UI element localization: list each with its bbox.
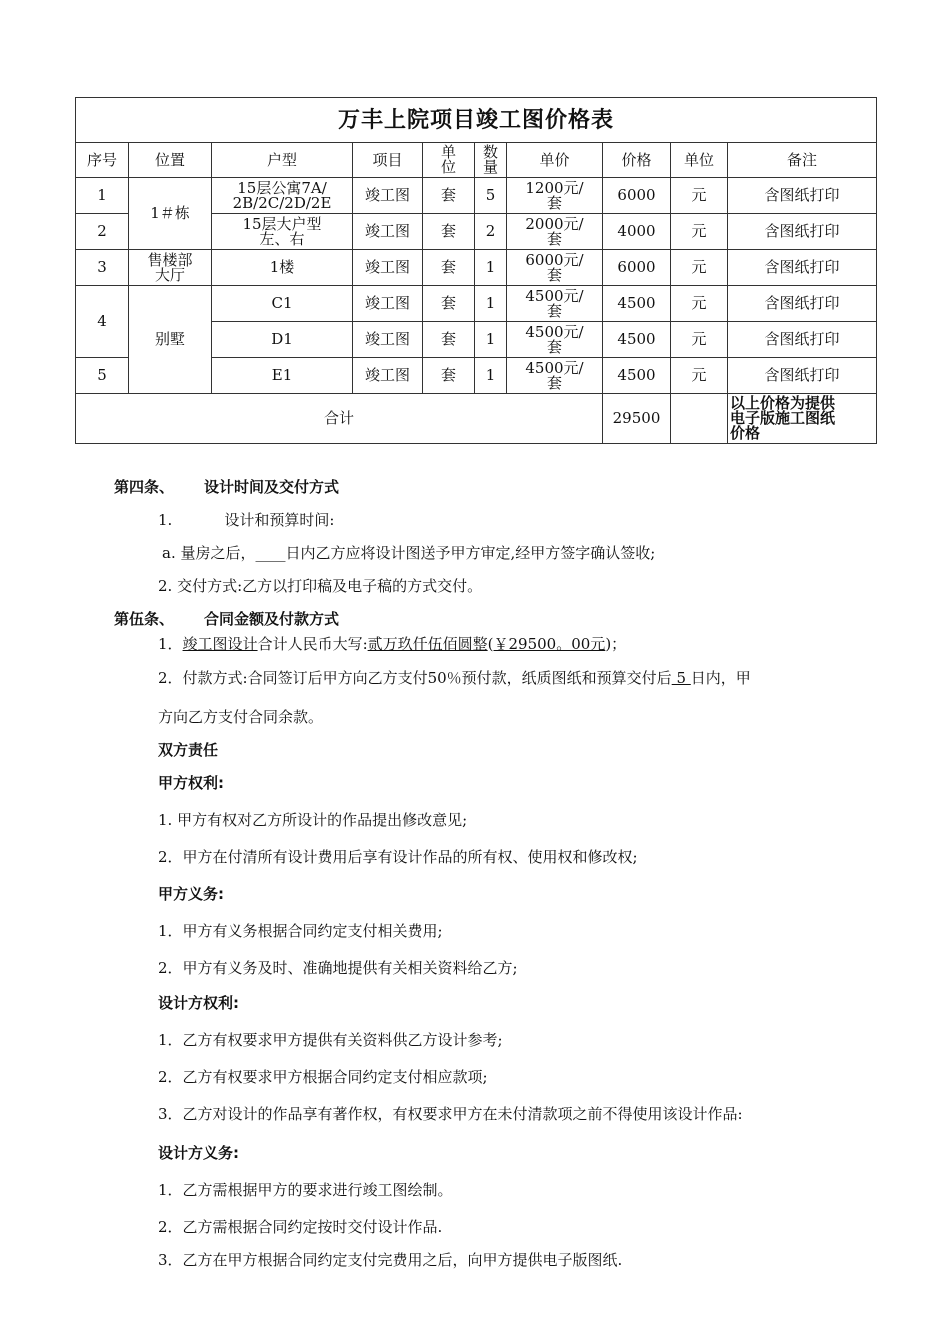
list-item: 1．甲方有义务根据合同约定支付相关费用; (158, 922, 443, 940)
cell-unit-type: D1 (212, 322, 353, 358)
cell-item: 竣工图 (353, 322, 423, 358)
cell-unit-type: C1 (212, 286, 353, 322)
total-unit-empty (671, 394, 728, 444)
cell-note: 含图纸打印 (728, 214, 877, 250)
cell-item: 竣工图 (353, 286, 423, 322)
cell-price: 4000 (603, 214, 671, 250)
cell-qty: 1 (475, 358, 507, 394)
cell-unit2: 元 (671, 322, 728, 358)
header-unit-type: 户型 (212, 143, 353, 178)
cell-item: 竣工图 (353, 178, 423, 214)
price-table (75, 97, 877, 444)
list-item: 3．乙方对设计的作品享有著作权，有权要求甲方在未付清款项之前不得使用该设计作品: (158, 1105, 743, 1123)
article4-item2: 2. 交付方式:乙方以打印稿及电子稿的方式交付。 (158, 577, 483, 595)
cell-price: 4500 (603, 322, 671, 358)
cell-note: 含图纸打印 (728, 178, 877, 214)
header-unit-price: 单价 (507, 143, 603, 178)
list-item: 2．乙方需根据合同约定按时交付设计作品. (158, 1218, 443, 1236)
cell-unit: 套 (423, 214, 475, 250)
cell-unit2: 元 (671, 214, 728, 250)
header-unit: 单 位 (423, 143, 475, 178)
cell-unit-type: E1 (212, 358, 353, 394)
list-item: 2．乙方有权要求甲方根据合同约定支付相应款项; (158, 1068, 488, 1086)
header-seq: 序号 (76, 143, 129, 178)
cell-unit2: 元 (671, 286, 728, 322)
total-price: 29500 (603, 394, 671, 444)
cell-note: 含图纸打印 (728, 250, 877, 286)
list-item: 1. 甲方有权对乙方所设计的作品提出修改意见; (158, 811, 468, 829)
cell-location: 别墅 (129, 286, 212, 394)
cell-unit-price: 2000元/ 套 (507, 214, 603, 250)
cell-unit-type: 1楼 (212, 250, 353, 286)
article4-item1 (158, 509, 334, 530)
designer-rights-title: 设计方权利: (158, 994, 239, 1012)
list-item: 1．乙方有权要求甲方提供有关资料供乙方设计参考; (158, 1031, 503, 1049)
article5-heading (114, 608, 339, 629)
cell-price: 4500 (603, 286, 671, 322)
cell-unit-type: 15层大户型 左、右 (212, 214, 353, 250)
cell-qty: 1 (475, 286, 507, 322)
cell-qty: 1 (475, 250, 507, 286)
item-number: 1. (158, 511, 173, 529)
cell-unit: 套 (423, 358, 475, 394)
cell-seq: 2 (76, 214, 129, 250)
header-item: 项目 (353, 143, 423, 178)
table-row (76, 178, 877, 214)
cell-seq: 3 (76, 250, 129, 286)
cell-unit-price: 1200元/ 套 (507, 178, 603, 214)
cell-price: 6000 (603, 250, 671, 286)
list-item: 1．乙方需根据甲方的要求进行竣工图绘制。 (158, 1181, 453, 1199)
list-item: 3．乙方在甲方根据合同约定支付完费用之后，向甲方提供电子版图纸. (158, 1251, 623, 1269)
cell-unit: 套 (423, 322, 475, 358)
table-title: 万丰上院项目竣工图价格表 (76, 98, 877, 143)
cell-note: 含图纸打印 (728, 358, 877, 394)
table-row (76, 286, 877, 322)
table-header-row (76, 143, 877, 178)
cell-unit2: 元 (671, 178, 728, 214)
cell-seq: 5 (76, 358, 129, 394)
table-total-row (76, 394, 877, 444)
header-price: 价格 (603, 143, 671, 178)
article5-p2-cont: 方向乙方支付合同余款。 (158, 708, 324, 726)
cell-unit: 套 (423, 286, 475, 322)
article4-number: 第四条、 (114, 478, 175, 496)
cell-note: 含图纸打印 (728, 322, 877, 358)
designer-duties-title: 设计方义务: (158, 1144, 239, 1162)
party-a-rights-title: 甲方权利: (158, 774, 224, 792)
total-note: 以上价格为提供 电子版施工图纸 价格 (728, 394, 877, 444)
party-a-duties-title: 甲方义务: (158, 885, 224, 903)
article5-p2: 2．付款方式:合同签订后甲方向乙方支付50％预付款，纸质图纸和预算交付后 5 日内，甲 (158, 669, 751, 687)
cell-unit2: 元 (671, 358, 728, 394)
cell-price: 4500 (603, 358, 671, 394)
total-label: 合计 (76, 394, 603, 444)
cell-unit: 套 (423, 250, 475, 286)
article4-heading (114, 476, 339, 497)
article5-number: 第伍条、 (114, 610, 175, 628)
cell-unit2: 元 (671, 250, 728, 286)
table-row (76, 250, 877, 286)
cell-unit-price: 4500元/ 套 (507, 322, 603, 358)
cell-seq: 4 (76, 286, 129, 358)
list-item: 2．甲方有义务及时、准确地提供有关相关资料给乙方; (158, 959, 518, 977)
cell-qty: 1 (475, 322, 507, 358)
header-unit2: 单位 (671, 143, 728, 178)
cell-location: 1＃栋 (129, 178, 212, 250)
cell-seq: 1 (76, 178, 129, 214)
underlined-field: 5 (671, 669, 691, 687)
cell-unit-price: 6000元/ 套 (507, 250, 603, 286)
header-note: 备注 (728, 143, 877, 178)
cell-unit-price: 4500元/ 套 (507, 358, 603, 394)
cell-unit: 套 (423, 178, 475, 214)
cell-qty: 5 (475, 178, 507, 214)
underlined-field: ￥29500。00元 (493, 635, 606, 653)
article5-title: 合同金额及付款方式 (204, 610, 340, 628)
underlined-field: 竣工图设计 (182, 635, 258, 653)
duties-title: 双方责任 (158, 741, 219, 759)
cell-qty: 2 (475, 214, 507, 250)
cell-location: 售楼部 大厅 (129, 250, 212, 286)
header-location: 位置 (129, 143, 212, 178)
cell-unit-price: 4500元/ 套 (507, 286, 603, 322)
cell-item: 竣工图 (353, 358, 423, 394)
list-item: 2．甲方在付清所有设计费用后享有设计作品的所有权、使用权和修改权; (158, 848, 638, 866)
cell-item: 竣工图 (353, 214, 423, 250)
cell-item: 竣工图 (353, 250, 423, 286)
cell-price: 6000 (603, 178, 671, 214)
cell-unit-type: 15层公寓7A/ 2B/2C/2D/2E (212, 178, 353, 214)
article5-p1: 1．竣工图设计合计人民币大写:贰万玖仟伍佰圆整(￥29500。00元)； (158, 635, 627, 653)
item-text: 设计和预算时间: (224, 511, 335, 529)
cell-note: 含图纸打印 (728, 286, 877, 322)
article4-item-a: a. 量房之后，____日内乙方应将设计图送予甲方审定,经甲方签字确认签收; (162, 544, 656, 562)
header-qty: 数 量 (475, 143, 507, 178)
underlined-field: 贰万玖仟伍佰圆整 (367, 635, 488, 653)
article4-title: 设计时间及交付方式 (204, 478, 340, 496)
